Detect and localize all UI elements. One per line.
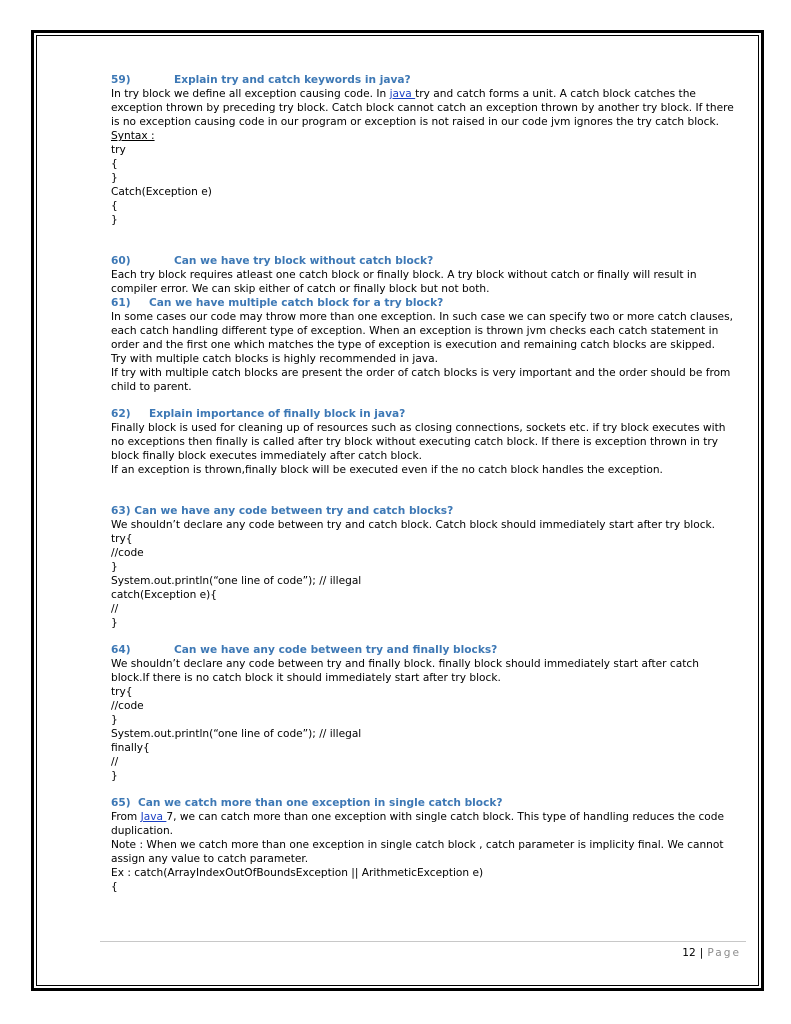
footer-divider <box>100 941 746 942</box>
q60-heading: 60) Can we have try block without catch block? <box>111 255 434 267</box>
q64-paragraph: We shouldn’t declare any code between try and finally block. finally block should immediately start after catch block.If there is no catch block it should immediately start after try block. <box>111 658 699 684</box>
q63-code-line: } <box>111 561 118 573</box>
q63-code-line: System.out.println(“one line of code”); // illegal <box>111 575 362 587</box>
q63-code-line: try{ <box>111 533 133 545</box>
q61-paragraph: If try with multiple catch blocks are present the order of catch blocks is very important and the order should be from child to parent. <box>111 367 731 393</box>
q64-code-line: } <box>111 770 118 782</box>
page-label: Page <box>707 947 741 959</box>
q65-paragraph: Ex : catch(ArrayIndexOutOfBoundsException || ArithmeticException e) <box>111 867 484 879</box>
q64-code-line: } <box>111 714 118 726</box>
q63-code-line: // <box>111 603 119 615</box>
q65-paragraph: From Java 7, we can catch more than one exception with single catch block. This type of handling reduces the code duplication. <box>111 811 725 837</box>
q64-code-line: System.out.println(“one line of code”); // illegal <box>111 728 362 740</box>
q59-paragraph: In try block we define all exception causing code. In java try and catch forms a unit. A catch block catches the exception thrown by preceding try block. Catch block cannot catch an exception thrown by another try block. If there is no exception causing code in our program or exception is not raised in our code jvm ignores the try catch block. <box>111 88 734 128</box>
q64-code-line: finally{ <box>111 742 150 754</box>
q59-code-line: } <box>111 214 118 226</box>
q59-code-line: { <box>111 158 118 170</box>
q59-syntax-label: Syntax : <box>111 130 155 142</box>
q59-code-line: try <box>111 144 126 156</box>
q61-paragraph: In some cases our code may throw more than one exception. In such case we can specify two or more catch clauses, each catch handling different type of exception. When an exception is thrown jvm checks each catch statement in order and the first one which matches the type of exception is execution and remaining catch blocks are skipped. <box>111 311 733 351</box>
q62-paragraph: If an exception is thrown,finally block will be executed even if the no catch block handles the exception. <box>111 464 663 476</box>
q63-code-line: } <box>111 617 118 629</box>
page-footer <box>682 947 741 959</box>
q63-paragraph: We shouldn’t declare any code between try and catch block. Catch block should immediately start after try block. <box>111 519 716 531</box>
q62-heading: 62) Explain importance of finally block in java? <box>111 408 406 420</box>
q63-heading: 63) Can we have any code between try and catch blocks? <box>111 505 454 517</box>
q61-heading: 61) Can we have multiple catch block for a try block? <box>111 297 444 309</box>
q59-code-line: } <box>111 172 118 184</box>
q63-code-line: catch(Exception e){ <box>111 589 218 601</box>
java-link[interactable]: java <box>389 88 416 100</box>
footer-separator: | <box>699 947 704 959</box>
q64-heading: 64) Can we have any code between try and finally blocks? <box>111 644 498 656</box>
q60-paragraph: Each try block requires atleast one catch block or finally block. A try block without catch or finally will result in compiler error. We can skip either of catch or finally block but not both. <box>111 269 697 295</box>
page-number: 12 <box>682 947 696 959</box>
q65-heading: 65) Can we catch more than one exception in single catch block? <box>111 797 503 809</box>
document-content <box>111 73 736 894</box>
q65-paragraph: Note : When we catch more than one exception in single catch block , catch parameter is implicity final. We cannot assign any value to catch parameter. <box>111 839 724 865</box>
java-7-link[interactable]: Java <box>140 811 167 823</box>
q61-paragraph: Try with multiple catch blocks is highly recommended in java. <box>111 353 438 365</box>
q65-code-line: { <box>111 881 118 893</box>
q59-heading: 59) Explain try and catch keywords in java? <box>111 74 411 86</box>
q59-code-line: { <box>111 200 118 212</box>
q64-code-line: // <box>111 756 119 768</box>
q62-paragraph: Finally block is used for cleaning up of resources such as closing connections, sockets etc. if try block executes with no exceptions then finally is called after try block without executing catch block. If there is exception thrown in try block finally block executes immediately after catch block. <box>111 422 726 462</box>
q59-code-line: Catch(Exception e) <box>111 186 212 198</box>
q63-code-line: //code <box>111 547 144 559</box>
q64-code-line: //code <box>111 700 144 712</box>
q64-code-line: try{ <box>111 686 133 698</box>
